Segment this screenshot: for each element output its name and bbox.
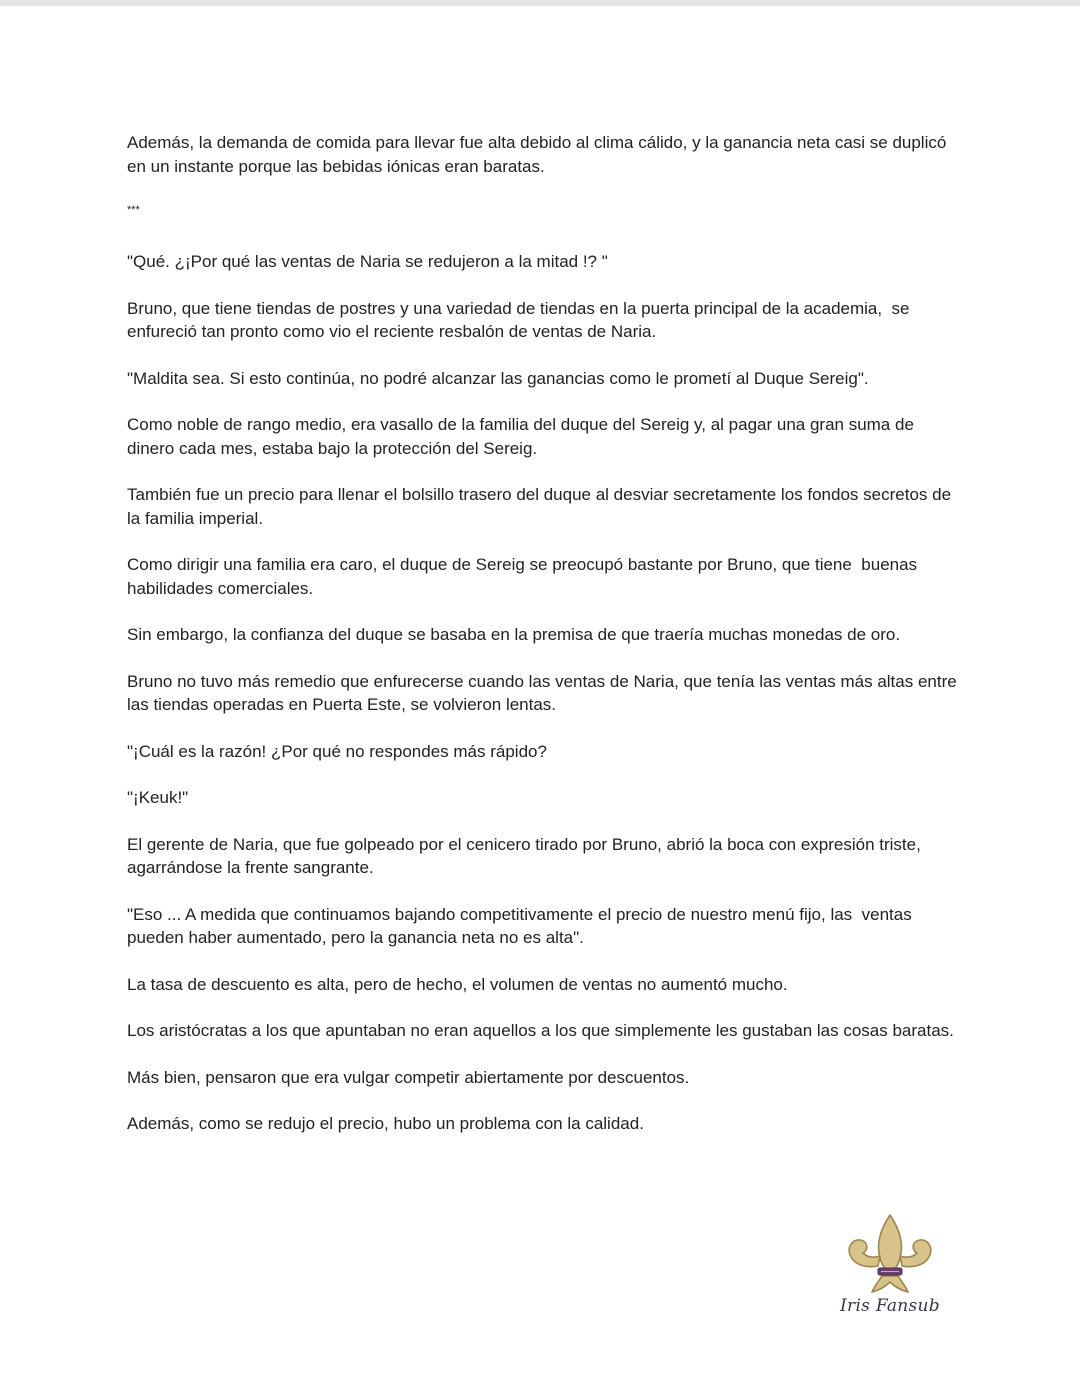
- fleur-de-lis-icon: [842, 1212, 938, 1294]
- paragraph-14: La tasa de descuento es alta, pero de hecho, el volumen de ventas no aumentó mucho.: [127, 974, 788, 994]
- paragraph-4: "Maldita sea. Si esto continúa, no podré alcanzar las ganancias como le prometí al Duque Sereig".: [127, 368, 869, 388]
- document-body: [127, 131, 962, 1159]
- scene-separator: ***: [127, 204, 140, 216]
- watermark-text: Iris Fansub: [840, 1296, 940, 1316]
- paragraph-11: "¡Keuk!": [127, 788, 189, 807]
- paragraph-10: "¡Cuál es la razón! ¿Por qué no respondes más rápido?: [127, 741, 547, 761]
- paragraph-8: Sin embargo, la confianza del duque se basaba en la premisa de que traería muchas monedas de oro.: [127, 625, 901, 644]
- watermark-logo: [838, 1212, 938, 1322]
- paragraph-3: Bruno, que tiene tiendas de postres y una variedad de tiendas en la puerta principal de la academia, se enfureció tan pronto como vio el reciente resbalón de ventas de Naria.: [127, 298, 915, 341]
- paragraph-13: "Eso ... A medida que continuamos bajando competitivamente el precio de nuestro menú fijo, las ventas pueden haber aumentado, pero la ganancia neta no es alta".: [127, 904, 917, 947]
- paragraph-9: Bruno no tuvo más remedio que enfurecerse cuando las ventas de Naria, que tenía las ventas más altas entre las tiendas operadas en Puerta Este, se volvieron lentas.: [127, 671, 962, 714]
- paragraph-2: "Qué. ¿¡Por qué las ventas de Naria se redujeron a la mitad !? ": [127, 252, 608, 271]
- paragraph-1: Además, la demanda de comida para llevar fue alta debido al clima cálido, y la ganancia neta casi se duplicó en un instante porque las bebidas iónicas eran baratas.: [127, 133, 952, 176]
- paragraph-6: También fue un precio para llenar el bolsillo trasero del duque al desviar secretamente los fondos secretos de la familia imperial.: [127, 485, 956, 528]
- paragraph-7: Como dirigir una familia era caro, el duque de Sereig se preocupó bastante por Bruno, que tiene buenas habilidades comerciales.: [127, 555, 922, 598]
- paragraph-16: Más bien, pensaron que era vulgar competir abiertamente por descuentos.: [127, 1067, 690, 1087]
- paragraph-12: El gerente de Naria, que fue golpeado por el cenicero tirado por Bruno, abrió la boca con expresión triste, agarrándose la frente sangrante.: [127, 834, 926, 877]
- top-edge-strip: [0, 0, 1080, 6]
- paragraph-17: Además, como se redujo el precio, hubo un problema con la calidad.: [127, 1114, 644, 1133]
- paragraph-5: Como noble de rango medio, era vasallo de la familia del duque del Sereig y, al pagar una gran suma de dinero cada mes, estaba bajo la protección del Sereig.: [127, 415, 919, 458]
- paragraph-15: Los aristócratas a los que apuntaban no eran aquellos a los que simplemente les gustaban las cosas baratas.: [127, 1021, 954, 1040]
